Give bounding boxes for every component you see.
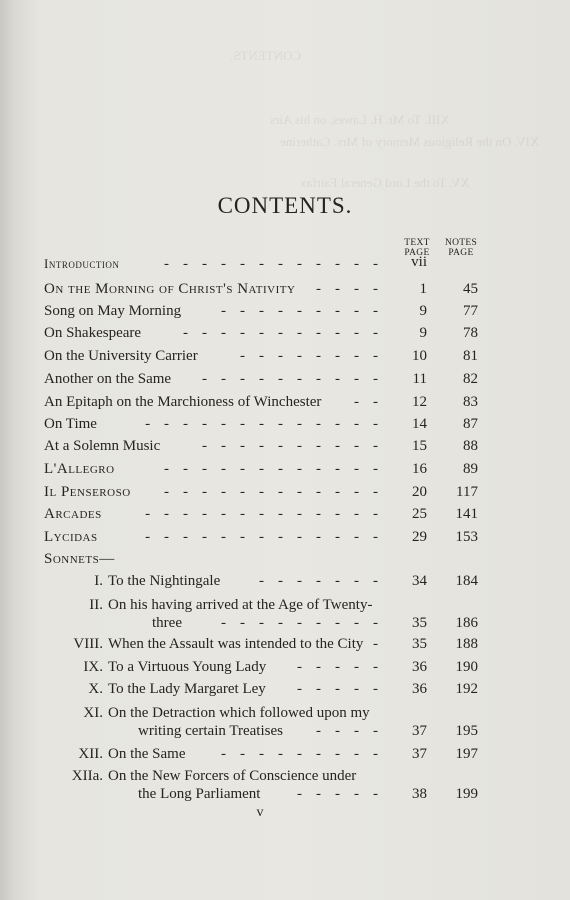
notes-page-number: 82 — [463, 371, 478, 387]
entry-title: Another on the Same — [44, 371, 172, 387]
notes-page-column-header — [441, 238, 481, 258]
text-page-number: 38 — [412, 786, 427, 802]
text-page-number: 15 — [412, 438, 427, 454]
notes-page-number: 195 — [455, 723, 478, 739]
entry-title: When the Assault was intended to the City — [108, 636, 364, 652]
entry-title: Lycidas — [44, 529, 98, 545]
notes-page-number: 199 — [455, 786, 478, 802]
entry-title: Song on May Morning — [44, 303, 182, 319]
text-page-number: 9 — [419, 303, 427, 319]
dot-leader: ------------ — [164, 461, 392, 477]
notes-page-number: 117 — [456, 484, 478, 500]
text-page-number: 36 — [412, 659, 427, 675]
notes-page-number: 188 — [455, 636, 478, 652]
notes-page-number: 77 — [463, 303, 478, 319]
page-title: CONTENTS. — [217, 193, 353, 218]
notes-page-number: 184 — [455, 573, 478, 589]
notes-page-number: 89 — [463, 461, 478, 477]
text-page-number: 34 — [412, 573, 427, 589]
dot-leader: ------- — [259, 573, 392, 589]
notes-page-number: 197 — [455, 746, 478, 762]
notes-page-number: 141 — [455, 506, 478, 522]
entry-title: Arcades — [44, 506, 102, 522]
sonnet-number: II. — [89, 597, 103, 613]
text-page-number: 12 — [412, 394, 427, 410]
entry-title: To the Lady Margaret Ley — [108, 681, 266, 697]
dot-leader: - — [373, 636, 392, 652]
dot-leader: ------------- — [145, 416, 392, 432]
text-page-number: 9 — [419, 325, 427, 341]
dot-leader: ---------- — [202, 438, 392, 454]
notes-page-number: 87 — [463, 416, 478, 432]
text-page-number: 14 — [412, 416, 427, 432]
sonnet-number: XIIa. — [71, 768, 103, 784]
entry-title: To the Nightingale — [108, 573, 221, 589]
entry-title: Sonnets— — [44, 551, 115, 567]
entry-title: An Epitaph on the Marchioness of Winchester — [44, 394, 322, 410]
sonnet-number: X. — [88, 681, 103, 697]
show-through-text: CONTENTS. — [230, 48, 302, 63]
dot-leader: --------- — [221, 746, 392, 762]
notes-page-number: 81 — [463, 348, 478, 364]
entry-title: Il Penseroso — [44, 484, 131, 500]
text-page-number: 35 — [412, 636, 427, 652]
column-header-line: NOTES — [444, 238, 478, 248]
sonnet-number: XII. — [78, 746, 103, 762]
notes-page-number: 153 — [455, 529, 478, 545]
entry-title: three — [152, 615, 182, 631]
entry-title: L'Allegro — [44, 461, 115, 477]
dot-leader: ------------ — [164, 256, 392, 272]
text-page-number: 20 — [412, 484, 427, 500]
text-page-number: 29 — [412, 529, 427, 545]
dot-leader: --------- — [221, 615, 392, 631]
entry-title: On the Detraction which followed upon my — [108, 705, 370, 721]
dot-leader: ---------- — [202, 371, 392, 387]
text-page-number: 25 — [412, 506, 427, 522]
sonnet-number: VIII. — [73, 636, 103, 652]
entry-title: On Time — [44, 416, 97, 432]
column-header-line: PAGE — [404, 248, 430, 258]
text-page-number: 37 — [412, 746, 427, 762]
sonnet-number: XI. — [83, 705, 103, 721]
text-page-number: 1 — [419, 281, 427, 297]
entry-title: Introduction — [44, 256, 120, 271]
notes-page-number: 78 — [463, 325, 478, 341]
dot-leader: ----- — [297, 659, 392, 675]
entry-title: writing certain Treatises — [138, 723, 283, 739]
text-page-number: 10 — [412, 348, 427, 364]
text-page-number: 11 — [412, 371, 427, 387]
entry-title: On his having arrived at the Age of Twenty- — [108, 597, 373, 613]
dot-leader: ----- — [297, 786, 392, 802]
entry-title: the Long Parliament — [138, 786, 261, 802]
dot-leader: ---- — [316, 723, 392, 739]
dot-leader: ----- — [297, 681, 392, 697]
show-through-text: XIV. On the Religious Memory of Mrs. Catherine — [280, 134, 540, 149]
notes-page-number: 83 — [463, 394, 478, 410]
column-header-line: PAGE — [448, 248, 474, 258]
entry-title: On Shakespeare — [44, 325, 142, 341]
sonnet-number: I. — [94, 573, 103, 589]
notes-page-number: 192 — [455, 681, 478, 697]
entry-title: On the Morning of Christ's Nativity — [44, 281, 296, 297]
dot-leader: --------- — [221, 303, 392, 319]
sonnet-number: IX. — [83, 659, 103, 675]
page-folio: v — [256, 805, 264, 820]
show-through-text: XIII. To Mr. H. Lawes, on his Airs — [270, 112, 450, 127]
dot-leader: ------------ — [164, 484, 392, 500]
notes-page-number: 186 — [455, 615, 478, 631]
entry-title: To a Virtuous Young Lady — [108, 659, 267, 675]
show-through-text: XV. To the Lord General Fairfax — [300, 175, 470, 190]
entry-title: At a Solemn Music — [44, 438, 161, 454]
notes-page-number: 190 — [455, 659, 478, 675]
notes-page-number: 88 — [463, 438, 478, 454]
text-page-number: 35 — [412, 615, 427, 631]
dot-leader: ------------- — [145, 529, 392, 545]
entry-title: On the Same — [108, 746, 186, 762]
entry-title: On the New Forcers of Conscience under — [108, 768, 357, 784]
text-page-number: 16 — [412, 461, 427, 477]
text-page-number: vii — [411, 254, 427, 270]
text-page-number: 37 — [412, 723, 427, 739]
dot-leader: -- — [354, 394, 392, 410]
column-header-line: TEXT — [404, 238, 430, 248]
dot-leader: ---- — [316, 281, 392, 297]
dot-leader: ------------- — [145, 506, 392, 522]
dot-leader: -------- — [240, 348, 392, 364]
text-page-number: 36 — [412, 681, 427, 697]
entry-title: On the University Carrier — [44, 348, 198, 364]
dot-leader: ----------- — [183, 325, 392, 341]
notes-page-number: 45 — [463, 281, 478, 297]
